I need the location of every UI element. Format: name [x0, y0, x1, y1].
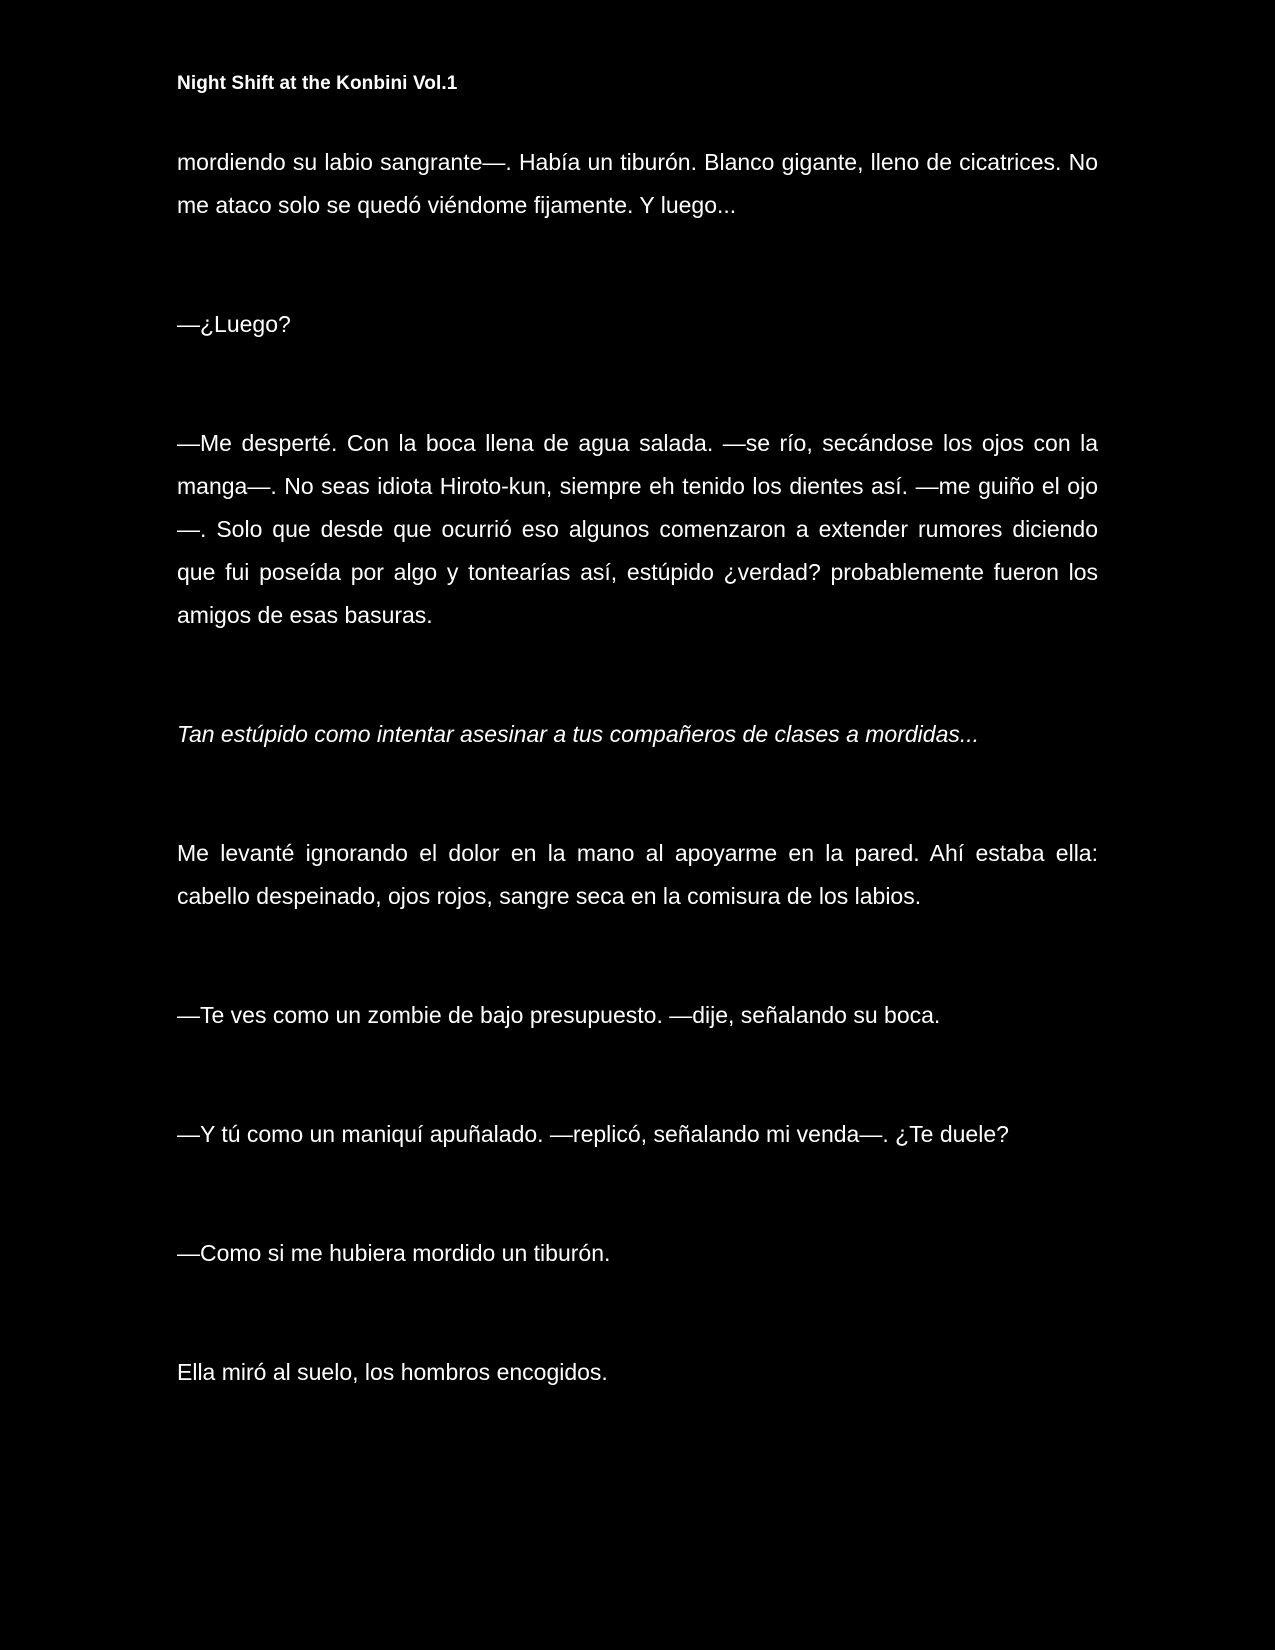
paragraph: —¿Luego? — [177, 311, 291, 337]
paragraph: —Y tú como un maniquí apuñalado. —replicó, señalando mi venda—. ¿Te duele? — [177, 1121, 1009, 1147]
paragraph: Ella miró al suelo, los hombros encogidos. — [177, 1359, 608, 1385]
paragraph: —Como si me hubiera mordido un tiburón. — [177, 1240, 611, 1266]
paragraph: —Me desperté. Con la boca llena de agua salada. —se río, secándose los ojos con la manga—. No seas idiota Hiroto-kun, siempre eh tenido los dientes así. —me guiño el ojo—. Solo que desde que ocurrió eso algunos comenzaron a extender rumores diciendo que fui poseída por algo y tontearías así, estúpido ¿verdad? probablemente fueron los amigos de esas basuras. — [177, 430, 1098, 628]
italic-paragraph: Tan estúpido como intentar asesinar a tus compañeros de clases a mordidas... — [177, 721, 980, 747]
paragraph: —Te ves como un zombie de bajo presupuesto. —dije, señalando su boca. — [177, 1002, 941, 1028]
paragraph: mordiendo su labio sangrante—. Había un tiburón. Blanco gigante, lleno de cicatrices. No me ataco solo se quedó viéndome fijamente. Y luego... — [177, 149, 1098, 218]
running-header: Night Shift at the Konbini Vol.1 — [177, 73, 458, 94]
paragraph: Me levanté ignorando el dolor en la mano al apoyarme en la pared. Ahí estaba ella: cabello despeinado, ojos rojos, sangre seca en la comisura de los labios. — [177, 840, 1098, 909]
body-text — [177, 141, 1098, 1470]
